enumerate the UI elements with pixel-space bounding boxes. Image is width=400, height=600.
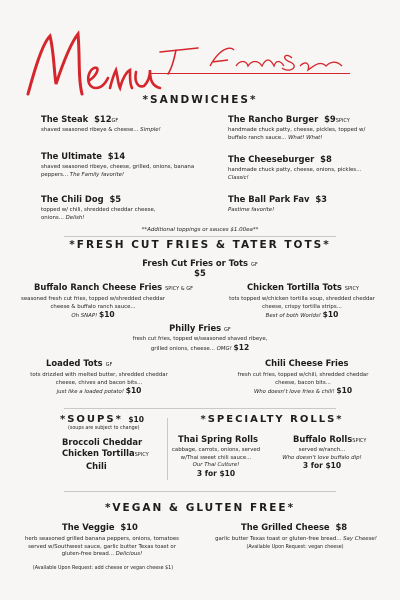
item-thai-spring-rolls: Thai Spring Rolls <box>178 434 258 444</box>
item-the-grilled-cheese: The Grilled Cheese $8 <box>241 522 348 532</box>
soups-list <box>62 437 149 472</box>
item-the-ball-park-fav: The Ball Park Fav $3 <box>228 194 327 204</box>
section-fries-heading: *FRESH CUT FRIES & TATER TOTS* <box>69 239 331 251</box>
item-chili-cheese-desc: fresh cut fries, topped w/chili, shredded cheddar cheese, bacon bits... Who doesn't love fries & chili! $10 <box>237 372 369 396</box>
brand-underline <box>150 73 350 74</box>
item-the-ultimate: The Ultimate $14 <box>41 151 126 161</box>
section-specialty-heading: *SPECIALTY ROLLS* <box>200 414 344 425</box>
item-buffalo-ranch-cheese-fries: Buffalo Ranch Cheese Fries SPICY & GF <box>34 282 194 292</box>
item-the-veggie: The Veggie $10 <box>62 522 138 532</box>
item-the-ball-park-fav-desc: Pastime favorite! <box>228 207 275 213</box>
item-the-steak: The Steak $12GF <box>41 114 119 124</box>
item-fresh-cut-fries: Fresh Cut Fries or Tots GF $5 <box>142 258 258 278</box>
item-buffalo-ranch-desc: seasoned fresh cut fries, topped w/shredded cheddar cheese & buffalo ranch sauce... Oh SNAP! $10 <box>21 296 165 320</box>
additional-toppings-note: **Additional toppings or sauces $1.00ea** <box>141 227 259 233</box>
item-the-chili-dog: The Chili Dog $5 <box>41 194 122 204</box>
item-the-cheeseburger-desc: handmade chuck patty, cheese, onions, pickles... Classic! <box>228 167 362 181</box>
item-the-rancho-burger-desc: handmade chuck patty, cheese, pickles, topped w/ buffalo ranch sauce... What! What! <box>228 127 366 141</box>
veggie-availability-note: (Available Upon Request: add cheese or vegan cheese $1) <box>32 566 174 571</box>
item-the-ultimate-desc: shaved seasoned ribeye, cheese, grilled, onions, banana peppers... The Family favorite! <box>41 164 195 178</box>
section-sandwiches-heading: *SANDWICHES* <box>142 94 258 106</box>
divider <box>64 408 336 409</box>
item-chili-cheese-fries: Chili Cheese Fries <box>265 358 349 368</box>
soups-change-note: (soups are subject to change) <box>68 426 140 431</box>
item-the-rancho-burger: The Rancho Burger $9SPICY <box>228 114 350 124</box>
section-vegan-heading: *VEGAN & GLUTEN FREE* <box>104 502 296 514</box>
item-the-veggie-desc: herb seasoned grilled banana peppers, onions, tomatoes served w/Southwest sauce, garlic butter Texas toast or gluten-free bread... Delicious! <box>25 536 179 558</box>
item-philly-fries-desc: fresh cut fries, topped w/seasoned shaved ribeye, grilled onions, cheese... OMG! $12 <box>132 336 268 352</box>
item-thai-spring-desc: cabbage, carrots, onions, served w/Thai sweet chili sauce... Our Thai Culture! 3 for $10 <box>171 447 261 478</box>
item-the-cheeseburger: The Cheeseburger $8 <box>228 154 332 164</box>
item-the-chili-dog-desc: topped w/ chili, shredded cheddar cheese, onions... Delish! <box>41 207 156 221</box>
brand-script-logo <box>150 38 350 78</box>
soup-broccoli-cheddar: Broccoli Cheddar <box>62 437 143 447</box>
soup-chicken-tortilla: Chicken TortillaSPICY <box>62 448 149 458</box>
divider <box>64 491 336 492</box>
item-buffalo-rolls: Buffalo RollsSPICY <box>293 434 367 444</box>
item-chicken-tortilla-desc: tots topped w/chicken tortilla soup, shredded cheddar cheese, crispy tortilla strips... Best of both Worlds! $10 <box>229 296 375 320</box>
item-loaded-tots: Loaded Tots GF <box>46 358 113 368</box>
item-the-grilled-cheese-desc: garlic butter Texas toast or gluten-free bread... Say Cheese! <box>215 536 377 542</box>
section-soups-heading: *SOUPS* $10 <box>60 414 144 425</box>
item-buffalo-rolls-desc: served w/ranch... Who doesn't love buffalo dip! 3 for $10 <box>282 447 362 471</box>
divider <box>64 236 336 237</box>
item-loaded-tots-desc: tots drizzled with melted butter, shredded cheddar cheese, chives and bacon bits... just like a loaded potato! $10 <box>30 372 168 396</box>
svg-text:Menu: Menu <box>20 22 23 23</box>
soup-chili: Chili <box>86 461 107 471</box>
grilled-availability-note: (Available Upon Request: vegan cheese) <box>246 545 344 550</box>
item-philly-fries: Philly Fries GF <box>169 323 231 333</box>
svg-text:The Family Spoon: The Family Spoon <box>150 38 159 39</box>
item-the-steak-desc: shaved seasoned ribeye & cheese... Simple! <box>41 127 161 133</box>
item-chicken-tortilla-tots: Chicken Tortilla Tots SPICY <box>247 282 359 292</box>
